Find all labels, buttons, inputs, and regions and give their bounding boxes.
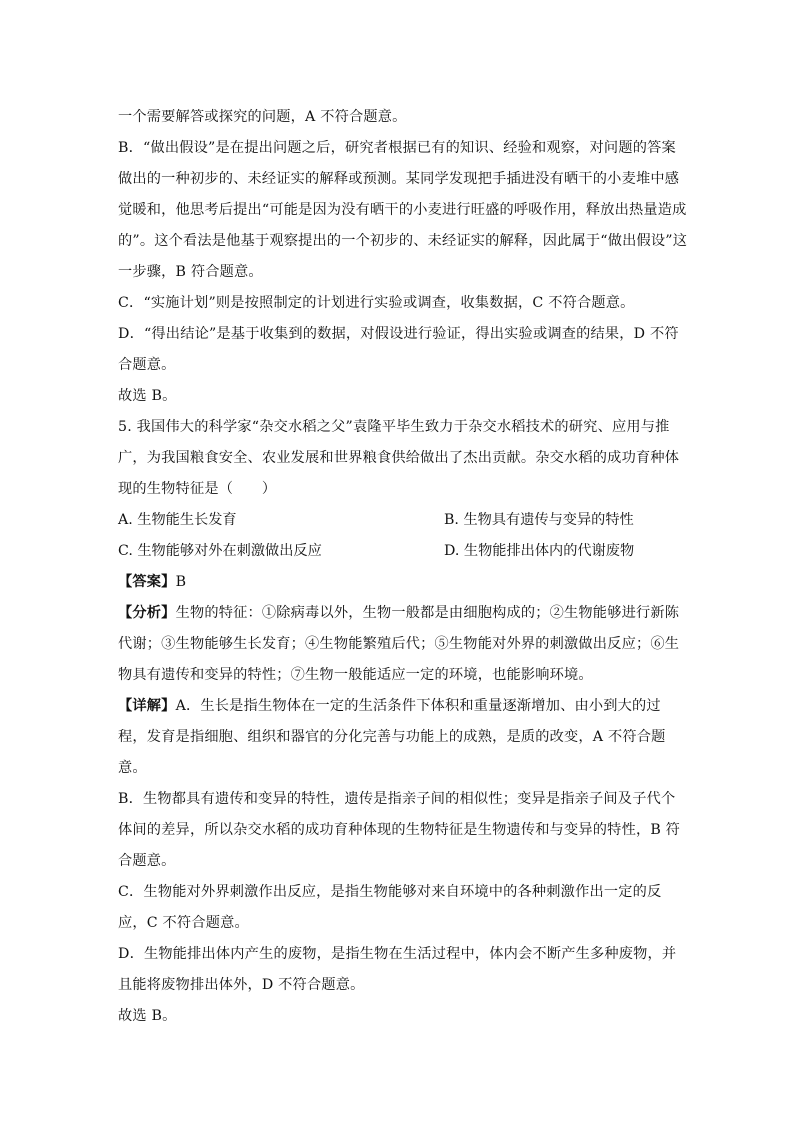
prev-option-a-tail: 一个需要解答或探究的问题，A 不符合题意。	[118, 109, 407, 125]
question-5-options-row-2	[118, 536, 678, 567]
option-a: A. 生物能生长发育	[118, 512, 237, 528]
prev-option-b-explanation: B．“做出假设”是在提出问题之后，研究者根据已有的知识、经验和观察，对问题的答案 做出的一种初步的、未经证实的解释或预测。某同学发现把手插进没有晒干的小麦堆中感 觉暖和，他思考后提出“可能是因为没有晒干的小麦进行旺盛的呼吸作用，释放出热量造成 的”。这个看法是他基于观察提出的一个初步的、未经证实的解释，因此属于“做出假设”这 一步骤，B 符合题意。	[118, 140, 688, 280]
option-d: D. 生物能排出体内的代谢废物	[444, 543, 635, 559]
answer-tag: 【答案】	[118, 574, 176, 590]
choose-line: 故选 B。	[118, 1008, 177, 1024]
detail-tag: 【详解】	[118, 698, 176, 714]
question-5-options-row-1	[118, 505, 678, 536]
analysis-tag: 【分析】	[118, 605, 176, 621]
detail-option-d: D．生物能排出体内产生的废物，是指生物在生活过程中，体内会不断产生多种废物，并 且能将废物排出体外，D 不符合题意。	[118, 946, 677, 993]
prev-choose-line: 故选 B。	[118, 388, 177, 404]
analysis-paragraph: 【分析】生物的特征：①除病毒以外，生物一般都是由细胞构成的；②生物能够进行新陈 代谢；③生物能够生长发育；④生物能繁殖后代；⑤生物能对外界的刺激做出反应；⑥生 物具有遗传和变异的特性；⑦生物一般能适应一定的环境，也能影响环境。	[118, 605, 680, 683]
prev-option-c-explanation: C．“实施计划”则是按照制定的计划进行实验或调查，收集数据，C 不符合题意。	[118, 295, 635, 311]
detail-option-c: C．生物能对外界刺激作出反应，是指生物能够对来自环境中的各种刺激作出一定的反 应，C 不符合题意。	[118, 884, 662, 931]
answer-line	[118, 567, 678, 598]
detail-option-a: 【详解】A．生长是指生物体在一定的生活条件下体积和重量逐渐增加、由小到大的过 程，发育是指细胞、组织和器官的分化完善与功能上的成熟，是质的改变，A 不符合题 意。	[118, 698, 666, 776]
document-page	[118, 102, 688, 1032]
option-b: B. 生物具有遗传与变异的特性	[444, 512, 634, 528]
answer-value: B	[175, 574, 187, 590]
option-c: C. 生物能够对外在刺激做出反应	[118, 543, 322, 559]
prev-option-d-explanation: D．“得出结论”是基于收集到的数据，对假设进行验证，得出实验或调查的结果，D 不符 合题意。	[118, 326, 679, 373]
question-5-stem: 5. 我国伟大的科学家“杂交水稻之父”袁隆平毕生致力于杂交水稻技术的研究、应用与推 广，为我国粮食安全、农业发展和世界粮食供给做出了杰出贡献。杂交水稻的成功育种体 现的生物特征是（ ）	[118, 419, 680, 497]
detail-option-b: B．生物都具有遗传和变异的特性，遗传是指亲子间的相似性；变异是指亲子间及子代个 体间的差异，所以杂交水稻的成功育种体现的生物特征是生物遗传和与变异的特性，B 符 合题意。	[118, 791, 681, 869]
